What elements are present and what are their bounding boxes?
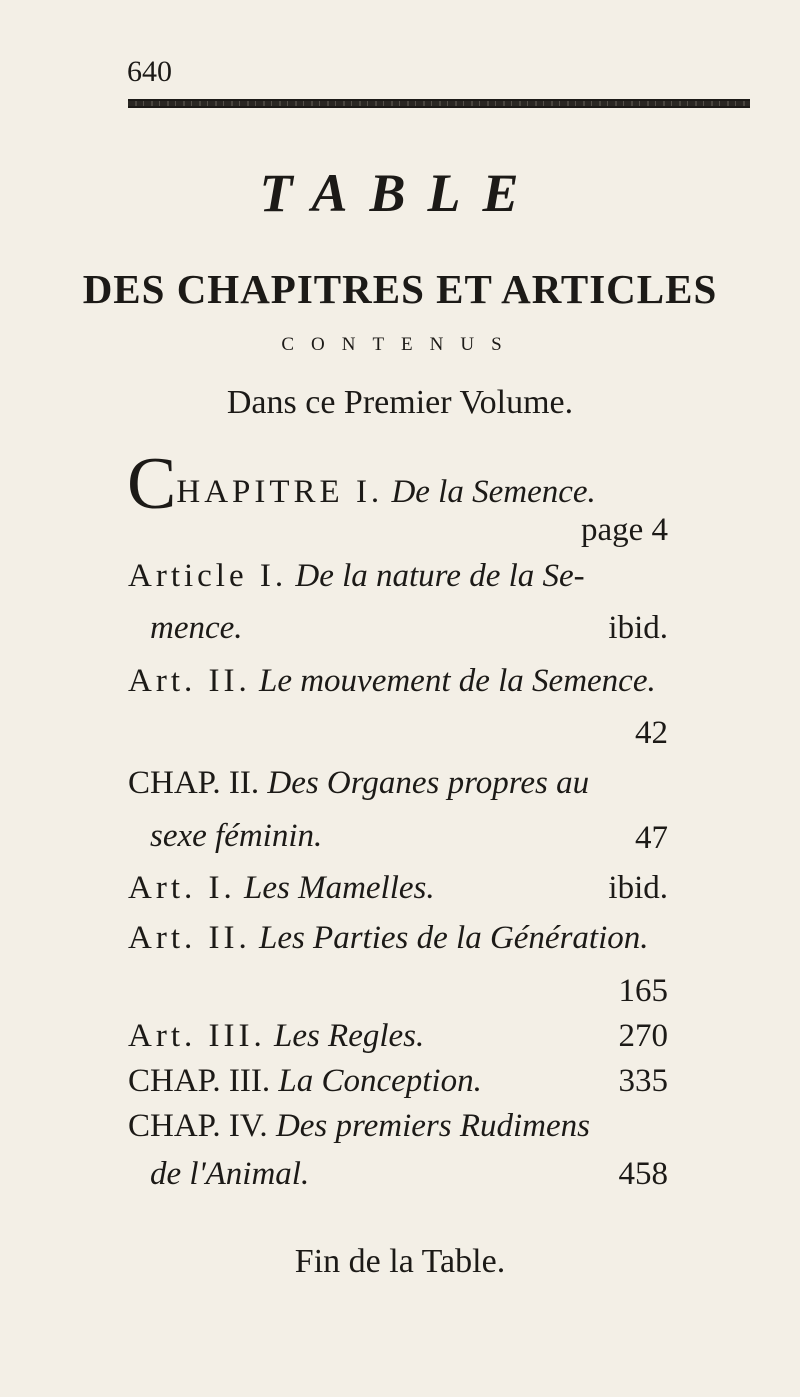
toc-entry-chap-4	[128, 1108, 590, 1145]
table-subtitle: DES CHAPITRES ET ARTICLES	[82, 266, 718, 312]
contenus-label: CONTENUS	[281, 334, 519, 355]
entry-page: ibid.	[608, 870, 668, 906]
toc-entry-article-2	[128, 663, 656, 700]
entry-title: Des Organes propres au	[267, 765, 590, 801]
entry-title: La Conception.	[278, 1063, 482, 1099]
entry-label: CHAP. II.	[128, 765, 260, 801]
entry-title-continuation: de l'Animal.	[150, 1156, 310, 1192]
entry-title: Les Parties de la Génération.	[258, 920, 649, 956]
toc-entry-article-mamelles	[128, 870, 435, 907]
entry-label: Art. II.	[128, 663, 251, 699]
entry-label: Art. I.	[128, 870, 236, 906]
entry-page: 458	[618, 1156, 668, 1192]
entry-title: Les Mamelles.	[243, 870, 435, 906]
entry-title: Le mouvement de la Semence.	[258, 663, 656, 699]
entry-page: page 4	[580, 512, 668, 548]
entry-page: 47	[635, 820, 668, 856]
toc-entry-chap-2	[128, 765, 589, 802]
toc-entry-chap-3	[128, 1063, 482, 1100]
toc-entry-article-regles	[128, 1018, 424, 1055]
toc-entry-article-1	[128, 558, 585, 595]
entry-label: Article I.	[128, 558, 288, 594]
ornament-rule	[128, 99, 750, 108]
entry-page: 165	[618, 973, 668, 1009]
entry-title-continuation: mence.	[150, 610, 243, 646]
entry-title: De la Semence.	[391, 474, 596, 510]
volume-line: Dans ce Premier Volume.	[226, 384, 574, 421]
entry-title-continuation: sexe féminin.	[150, 818, 323, 854]
entry-label: CHAP. IV.	[128, 1108, 268, 1144]
fin-de-la-table: Fin de la Table.	[294, 1243, 506, 1280]
toc-entry-article-generation	[128, 920, 649, 957]
entry-label: HAPITRE I.	[176, 474, 384, 510]
entry-page: 42	[635, 715, 668, 751]
entry-page: 270	[618, 1018, 668, 1054]
table-title: TABLE	[259, 163, 541, 223]
toc-entry-chapitre-1	[127, 443, 596, 525]
dropcap: C	[127, 443, 177, 525]
page-number: 640	[127, 55, 172, 88]
entry-page: ibid.	[608, 610, 668, 646]
entry-label: Art. II.	[128, 920, 251, 956]
entry-label: CHAP. III.	[128, 1063, 271, 1099]
entry-title: De la nature de la Se-	[295, 558, 585, 594]
entry-title: Des premiers Rudimens	[275, 1108, 591, 1144]
entry-title: Les Regles.	[273, 1018, 425, 1054]
entry-page: 335	[618, 1063, 668, 1099]
entry-label: Art. III.	[128, 1018, 266, 1054]
